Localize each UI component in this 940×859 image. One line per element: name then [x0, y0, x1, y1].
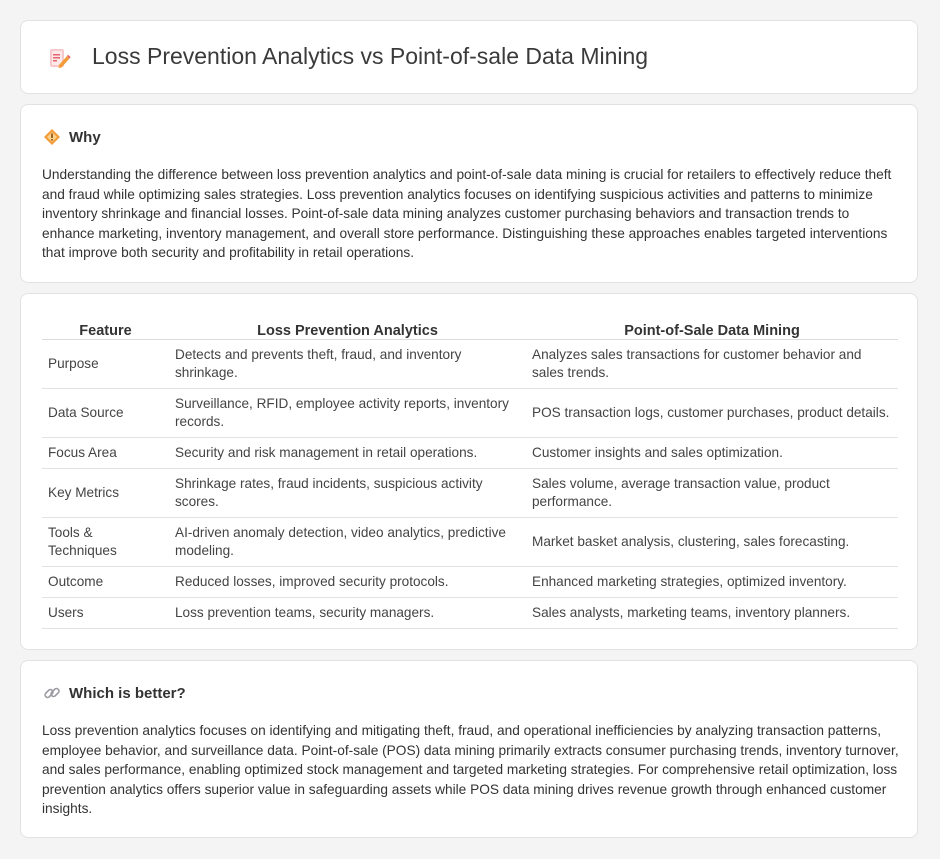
which-title: Which is better? [69, 684, 186, 702]
comparison-section [20, 293, 918, 650]
which-heading [43, 683, 186, 703]
pos-data-mining-cell: Sales analysts, marketing teams, inventory planners. [526, 598, 898, 629]
diamond-warning-icon [43, 128, 61, 146]
pos-data-mining-cell: Analyzes sales transactions for customer behavior and sales trends. [526, 340, 898, 389]
why-section [20, 104, 918, 283]
pos-data-mining-cell: Customer insights and sales optimization. [526, 438, 898, 469]
table-row [42, 598, 898, 629]
pos-data-mining-cell: POS transaction logs, customer purchases, product details. [526, 389, 898, 438]
table-row [42, 518, 898, 567]
pos-data-mining-cell: Enhanced marketing strategies, optimized inventory. [526, 567, 898, 598]
table-row [42, 438, 898, 469]
feature-cell: Focus Area [42, 438, 169, 469]
which-section [20, 660, 918, 838]
loss-prevention-cell: Loss prevention teams, security managers. [169, 598, 526, 629]
table-row [42, 389, 898, 438]
table-row [42, 567, 898, 598]
header-feature: Feature [42, 316, 169, 340]
header-loss-prevention: Loss Prevention Analytics [169, 316, 526, 340]
loss-prevention-cell: Detects and prevents theft, fraud, and inventory shrinkage. [169, 340, 526, 389]
why-text: Understanding the difference between loss prevention analytics and point-of-sale data mining is crucial for retailers to effectively reduce theft and fraud while optimizing sales strategies. Loss prevention analytics focuses on identifying suspicious activities and patterns to minimize inventory shrinkage and financial losses. Point-of-sale data mining analyzes customer purchasing behaviors and transaction trends to enhance marketing, inventory management, and overall store performance. Distinguishing these approaches enables targeted interventions that improve both security and profitability in retail operations. [42, 167, 892, 261]
feature-cell: Outcome [42, 567, 169, 598]
why-title: Why [69, 128, 101, 146]
feature-cell: Purpose [42, 340, 169, 389]
link-icon [43, 684, 61, 702]
comparison-table [42, 316, 898, 629]
loss-prevention-cell: Reduced losses, improved security protocols. [169, 567, 526, 598]
loss-prevention-cell: Shrinkage rates, fraud incidents, suspicious activity scores. [169, 469, 526, 518]
loss-prevention-cell: Security and risk management in retail operations. [169, 438, 526, 469]
pos-data-mining-cell: Sales volume, average transaction value, product performance. [526, 469, 898, 518]
which-text: Loss prevention analytics focuses on identifying and mitigating theft, fraud, and operational inefficiencies by analyzing transaction patterns, employee behavior, and surveillance data. Point-of-sale (POS) data mining primarily extracts consumer purchasing trends, inventory turnover, and sales performance, enabling optimized stock management and targeted marketing strategies. For comprehensive retail optimization, loss prevention analytics offers superior value in safeguarding assets while POS data mining drives revenue growth through enhanced customer insights. [42, 723, 899, 817]
page-title: Loss Prevention Analytics vs Point-of-sale Data Mining [92, 43, 649, 69]
header-pos-data-mining: Point-of-Sale Data Mining [526, 316, 898, 340]
table-header-row [42, 316, 898, 340]
why-heading [43, 127, 101, 147]
pos-data-mining-cell: Market basket analysis, clustering, sales forecasting. [526, 518, 898, 567]
table-row [42, 469, 898, 518]
header-card [20, 20, 918, 94]
feature-cell: Data Source [42, 389, 169, 438]
loss-prevention-cell: Surveillance, RFID, employee activity reports, inventory records. [169, 389, 526, 438]
feature-cell: Users [42, 598, 169, 629]
feature-cell: Tools & Techniques [42, 518, 169, 567]
loss-prevention-cell: AI-driven anomaly detection, video analytics, predictive modeling. [169, 518, 526, 567]
document-pencil-icon [47, 46, 71, 70]
feature-cell: Key Metrics [42, 469, 169, 518]
table-row [42, 340, 898, 389]
